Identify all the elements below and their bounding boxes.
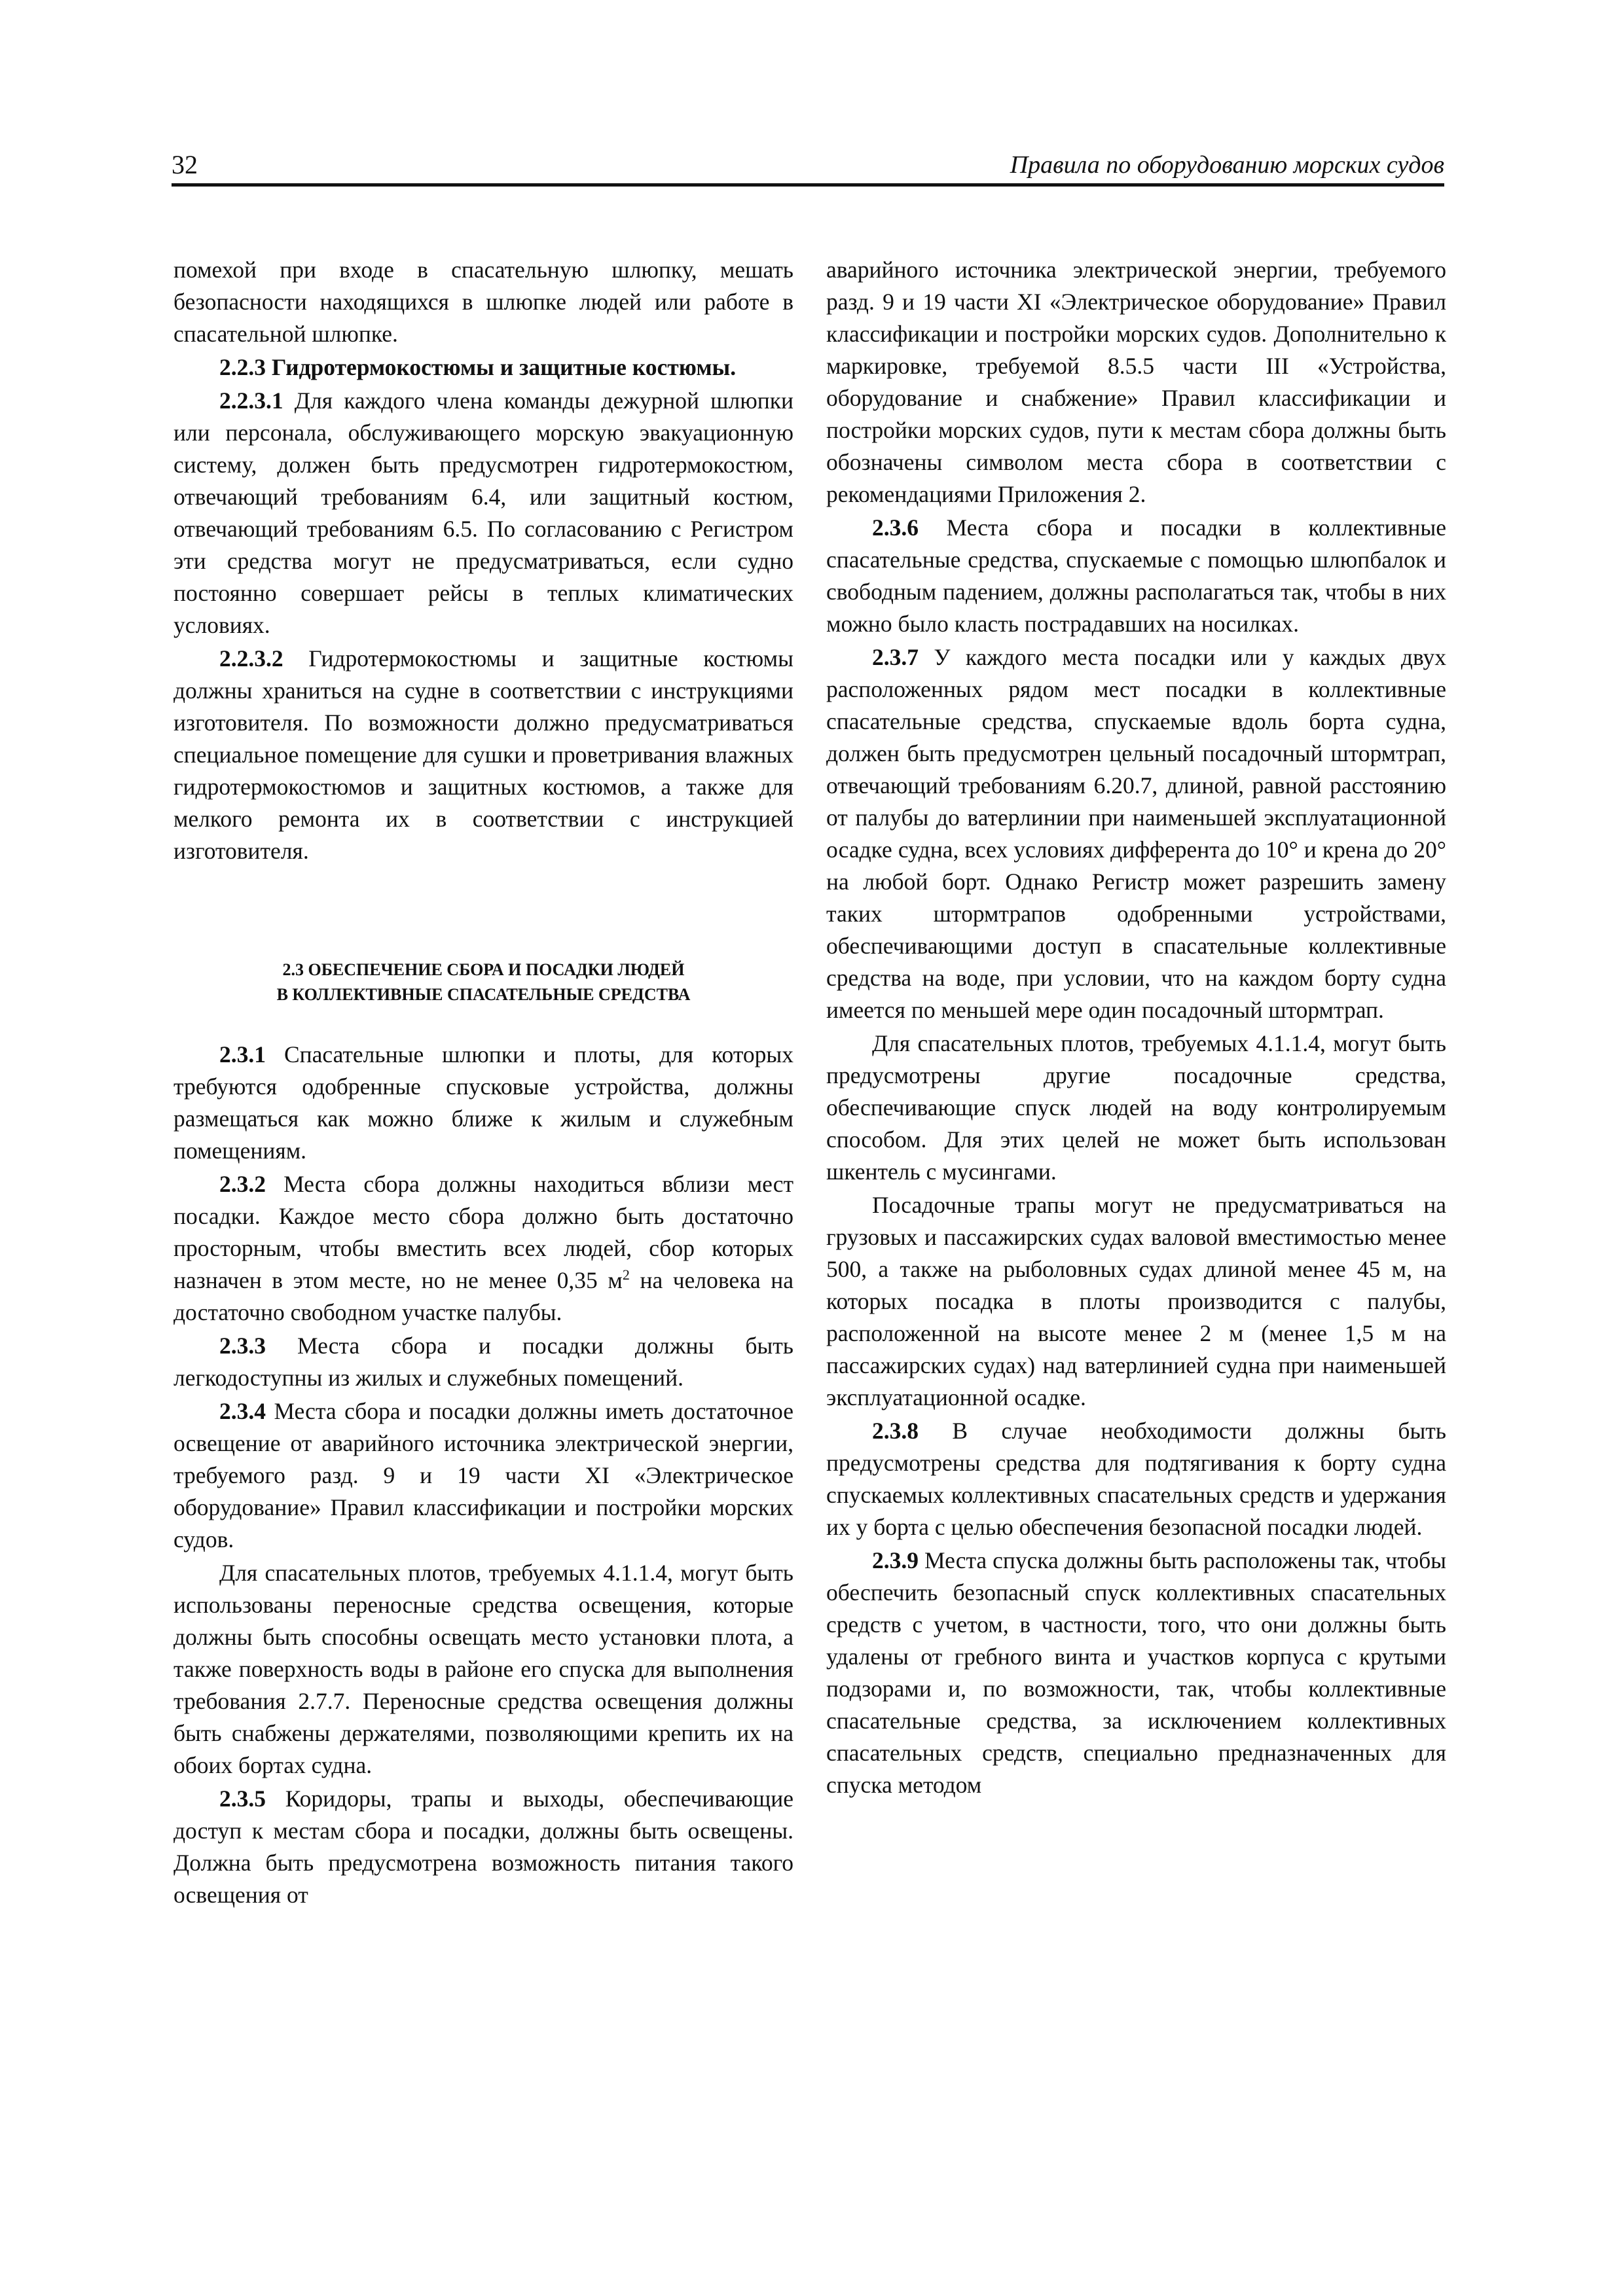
paragraph-2-2-3-2: 2.2.3.2 Гидротермокостюмы и защитные костюмы должны храниться на судне в соответствии с инструкциями изготовителя. По возможности должно предусматриваться специальное помещение для сушки и проветривания влажных гидротермокостюмов и защитных костюмов, а также для мелкого ремонта их в соответствии с инструкцией изготовителя. (173, 645, 793, 864)
paragraph-2-3-4: 2.3.4 Места сбора и посадки должны иметь достаточное освещение от аварийного источника электрической энергии, требуемого разд. 9 и 19 части XI «Электрическое оборудование» Правил классификации и постройки морских судов. (173, 1398, 793, 1552)
clause-number: 2.3.2 (219, 1171, 266, 1197)
paragraph-2-3-7: 2.3.7 У каждого места посадки или у каждых двух расположенных рядом мест посадки в коллективные спасательные средства, спускаемые вдоль борта судна, должен быть предусмотрен цельный посадочный штормтрап, отвечающий требованиям 6.20.7, длиной, равной расстоянию от палубы до ватерлинии при наименьшей эксплуатационной осадке судна, всех условиях дифферента до 10° и крена до 20° на любой борт. Однако Регистр может разрешить замену таких штормтрапов одобренными устройствами, обеспечивающими доступ в спасательные коллективные средства на воде, при условии, что на каждом борту судна имеется по меньшей мере один посадочный штормтрап. (826, 644, 1446, 1023)
clause-number: 2.3.5 (219, 1785, 266, 1812)
paragraph: Для спасательных плотов, требуемых 4.1.1.4, могут быть использованы переносные средства освещения, которые должны быть способны освещать место установки плота, а также поверхность воды в районе его спуска для выполнения требования 2.7.7. Переносные средства освещения должны быть снабжены держателями, позволяющими крепить их на обоих бортах судна. (173, 1560, 793, 1778)
clause-number: 2.3.8 (872, 1418, 919, 1444)
paragraph-2-3-5: 2.3.5 Коридоры, трапы и выходы, обеспечивающие доступ к местам сбора и посадки, должны быть освещены. Должна быть предусмотрена возможность питания такого освещения от (173, 1785, 793, 1908)
page-number: 32 (172, 150, 198, 179)
paragraph: Посадочные трапы могут не предусматриваться на грузовых и пассажирских судах валовой вместимостью менее 500, а также на рыболовных судах длиной менее 45 м, на которых посадка в плоты производится с палубы, расположенной на высоте менее 2 м (менее 1,5 м на пассажирских судах) над ватерлинией судна при наименьшей эксплуатационной осадке. (826, 1192, 1446, 1410)
clause-number: 2.3.6 (872, 514, 919, 541)
paragraph-2-3-1: 2.3.1 Спасательные шлюпки и плоты, для которых требуются одобренные спусковые устройства, должны размещаться как можно ближе к жилым и служебным помещениям. (173, 1041, 793, 1164)
clause-number: 2.3.9 (872, 1547, 919, 1573)
left-column (173, 254, 793, 1911)
running-title: Правила по оборудованию морских судов (1010, 151, 1444, 179)
paragraph: Для спасательных плотов, требуемых 4.1.1.4, могут быть предусмотрены другие посадочные средства, обеспечивающие спуск людей на воду контролируемым способом. Для этих целей не может быть использован шкентель с мусингами. (826, 1030, 1446, 1185)
paragraph-2-3-9: 2.3.9 Места спуска должны быть расположены так, чтобы обеспечить безопасный спуск коллективных спасательных средств с учетом, в частности, того, что они должны быть удалены от гребного винта и участков корпуса с крутыми подзорами и, по возможности, так, чтобы коллективные спасательные средства, за исключением коллективных спасательных средств, специально предназначенных для спуска методом (826, 1547, 1446, 1798)
clause-number: 2.2.3.2 (219, 645, 283, 672)
paragraph: аварийного источника электрической энергии, требуемого разд. 9 и 19 части XI «Электрическое оборудование» Правил классификации и постройки морских судов. Дополнительно к маркировке, требуемой 8.5.5 части III «Устройства, оборудование и снабжение» Правил классификации и постройки морских судов, пути к местам сбора должны быть обозначены символом места сбора в соответствии с рекомендациями Приложения 2. (826, 257, 1446, 507)
paragraph-2-3-3: 2.3.3 Места сбора и посадки должны быть легкодоступны из жилых и служебных помещений. (173, 1333, 793, 1391)
paragraph: помехой при входе в спасательную шлюпку, мешать безопасности находящихся в шлюпке людей или работе в спасательной шлюпке. (173, 257, 793, 347)
superscript: 2 (622, 1266, 630, 1283)
paragraph-2-2-3-1: 2.2.3.1 Для каждого члена команды дежурной шлюпки или персонала, обслуживающего морскую эвакуационную систему, должен быть предусмотрен гидротермокостюм, отвечающий требованиям 6.4, или защитный костюм, отвечающий требованиям 6.5. По согласованию с Регистром эти средства могут не предусматриваться, если судно постоянно совершает рейсы в теплых климатических условиях. (173, 387, 793, 638)
clause-number: 2.3.4 (219, 1398, 266, 1424)
clause-number: 2.3.1 (219, 1041, 266, 1067)
page-header (172, 149, 1444, 187)
paragraph-2-3-6: 2.3.6 Места сбора и посадки в коллективные спасательные средства, спускаемые с помощью шлюпбалок и свободным падением, должны располагаться так, чтобы в них можно было класть пострадавших на носилках. (826, 514, 1446, 637)
paragraph-2-3-8: 2.3.8 В случае необходимости должны быть предусмотрены средства для подтягивания к борту судна спускаемых коллективных спасательных средств и удержания их у борта с целью обеспечения безопасной посадки людей. (826, 1418, 1446, 1540)
section-title: 2.3 ОБЕСПЕЧЕНИЕ СБОРА И ПОСАДКИ ЛЮДЕЙ В КОЛЛЕКТИВНЫЕ СПАСАТЕЛЬНЫЕ СРЕДСТВА (276, 960, 691, 1004)
paragraph-2-3-2: 2.3.2 Места сбора должны находиться вблизи мест посадки. Каждое место сбора должно быть достаточно просторным, чтобы вместить всех людей, сбор которых назначен в этом месте, но не менее 0,35 $м^2$ на человека на достаточно свободном участке палубы. (173, 1171, 793, 1325)
subsection-heading: 2.2.3 Гидротермокостюмы и защитные костюмы. (219, 354, 737, 380)
clause-number: 2.3.7 (872, 644, 919, 670)
right-column (826, 254, 1446, 1801)
clause-number: 2.2.3.1 (219, 387, 283, 414)
clause-number: 2.3.3 (219, 1333, 266, 1359)
